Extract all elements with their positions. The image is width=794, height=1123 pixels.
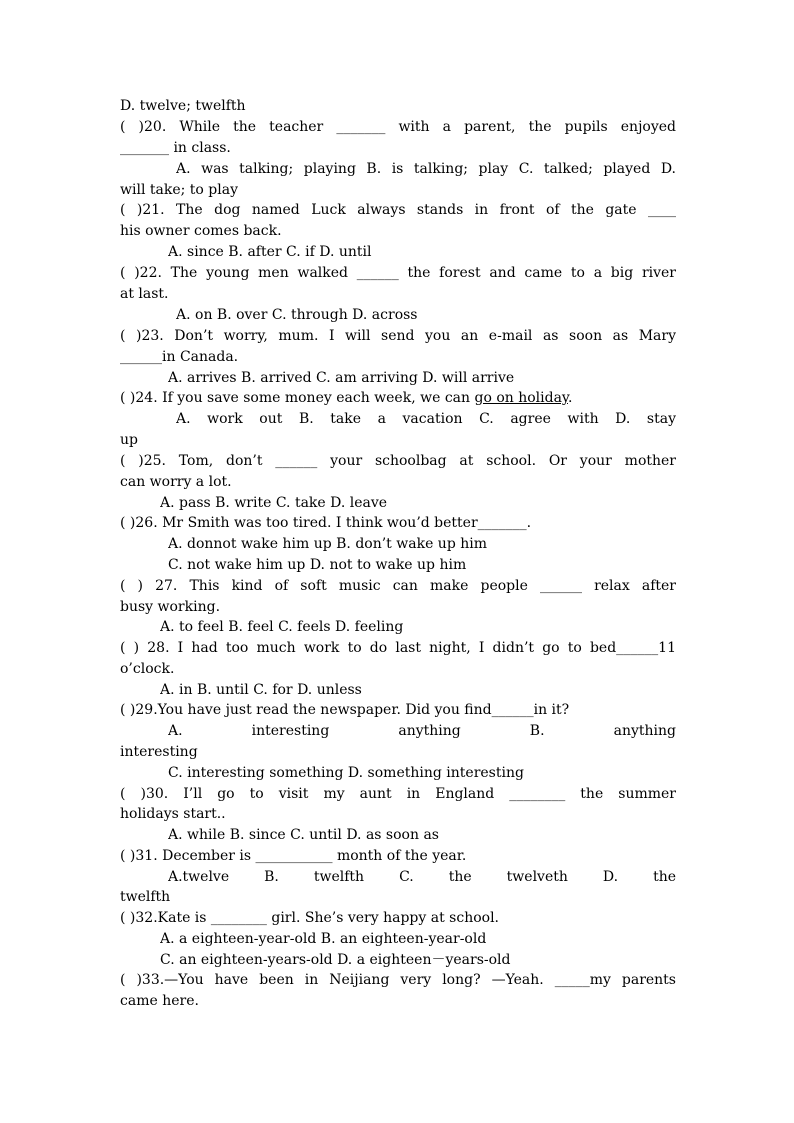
question-21: ( )21. The dog named Luck always stands in front of the gate ____	[120, 202, 676, 218]
question-25: ( )25. Tom, don’t ______ your schoolbag at school. Or your mother	[120, 453, 676, 469]
line-28: o’clock.	[120, 661, 175, 677]
options-27: A. to feel B. feel C. feels D. feeling	[160, 619, 404, 635]
line-10: at last.	[120, 286, 169, 302]
options-32-ab: A. a eighteen-year-old B. an eighteen-year-old	[160, 931, 487, 947]
line-7: his owner comes back.	[120, 223, 282, 239]
options-25: A. pass B. write C. take D. leave	[160, 495, 388, 511]
question-29: ( )29.You have just read the newspaper. Did you find______in it?	[120, 702, 570, 718]
question-27: ( ) 27. This kind of soft music can make people ______ relax after	[120, 578, 676, 594]
line-1: D. twelve; twelfth	[120, 98, 246, 114]
options-21: A. since B. after C. if D. until	[168, 244, 372, 260]
line-3: _______ in class.	[120, 140, 231, 156]
options-32-cd: C. an eighteen-years-old D. a eighteen－years-old	[160, 952, 511, 968]
question-30: ( )30. I’ll go to visit my aunt in England ________ the summer	[120, 786, 676, 802]
options-31: A.twelve B. twelfth C. the twelveth D. the	[168, 869, 676, 885]
options-28: A. in B. until C. for D. unless	[160, 682, 362, 698]
options-30: A. while B. since C. until D. as soon as	[168, 827, 439, 843]
underlined-phrase: go on holiday	[474, 390, 568, 406]
line-39: twelfth	[120, 889, 171, 905]
line-35: holidays start..	[120, 806, 226, 822]
options-26-cd: C. not wake him up D. not to wake up him	[168, 557, 467, 573]
options-22: A. on B. over C. through D. across	[176, 307, 418, 323]
question-33: ( )33.—You have been in Neijiang very long? —Yeah. _____my parents	[120, 972, 676, 988]
line-5: will take; to play	[120, 182, 238, 198]
question-31: ( )31. December is ___________ month of the year.	[120, 848, 467, 864]
line-32: interesting	[120, 744, 198, 760]
line-19: can worry a lot.	[120, 474, 232, 490]
question-28: ( ) 28. I had too much work to do last night, I didn’t go to bed______11	[120, 640, 676, 656]
question-24-text: ( )24. If you save some money each week, we can go on holiday.	[120, 390, 573, 406]
line-17: up	[120, 432, 138, 448]
options-26-ab: A. donnot wake him up B. don’t wake up him	[168, 536, 488, 552]
question-32: ( )32.Kate is ________ girl. She’s very happy at school.	[120, 910, 499, 926]
question-20: ( )20. While the teacher _______ with a parent, the pupils enjoyed	[120, 119, 676, 135]
line-44: came here.	[120, 993, 199, 1009]
line-25: busy working.	[120, 599, 221, 615]
question-23: ( )23. Don’t worry, mum. I will send you an e-mail as soon as Mary	[120, 328, 676, 344]
options-23: A. arrives B. arrived C. am arriving D. will arrive	[168, 370, 515, 386]
options-29-ab: A. interesting anything B. anything	[168, 723, 676, 739]
options-20: A. was talking; playing B. is talking; play C. talked; played D.	[176, 161, 676, 177]
line-13: ______in Canada.	[120, 349, 239, 365]
options-24: A. work out B. take a vacation C. agree with D. stay	[176, 411, 676, 427]
question-26: ( )26. Mr Smith was too tired. I think wou’d better_______.	[120, 515, 532, 531]
options-29-cd: C. interesting something D. something interesting	[168, 765, 524, 781]
question-22: ( )22. The young men walked ______ the forest and came to a big river	[120, 265, 676, 281]
question-24	[120, 388, 676, 409]
